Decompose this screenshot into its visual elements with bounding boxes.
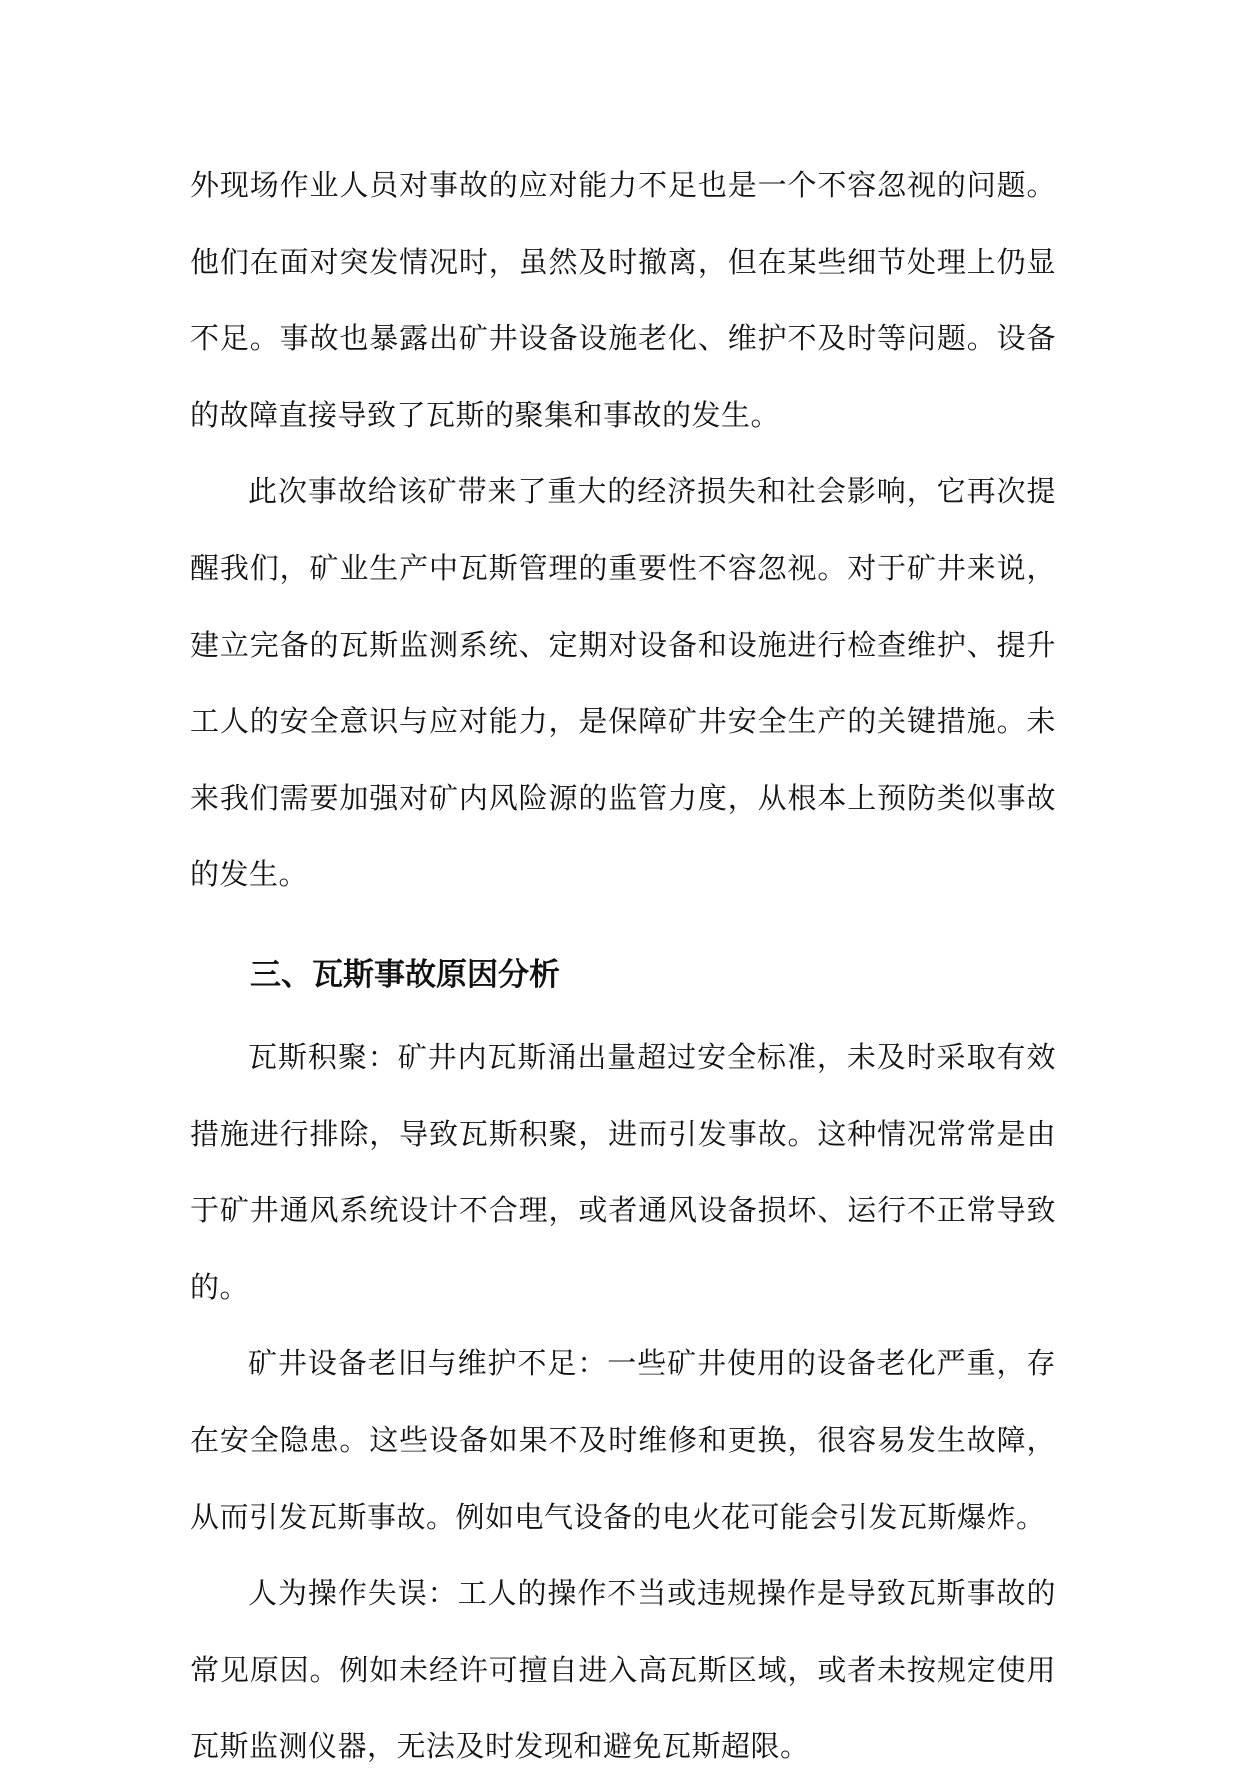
paragraph-equipment-aging: 矿井设备老旧与维护不足：一些矿井使用的设备老化严重，存在安全隐患。这些设备如果不及时维修和更换，很容易发生故障，从而引发瓦斯事故。例如电气设备的电火花可能会引发瓦斯爆炸。 xyxy=(190,1346,1056,1534)
paragraph-gas-accumulation: 瓦斯积聚：矿井内瓦斯涌出量超过安全标准，未及时采取有效措施进行排除，导致瓦斯积聚，进而引发事故。这种情况常常是由于矿井通风系统设计不合理，或者通风设备损坏、运行不正常导致的。 xyxy=(190,1039,1056,1304)
paragraph-continuation: 外现场作业人员对事故的应对能力不足也是一个不容忽视的问题。他们在面对突发情况时，虽然及时撤离，但在某些细节处理上仍显不足。事故也暴露出矿井设备设施老化、维护不及时等问题。设备的故障直接导致了瓦斯的聚集和事故的发生。 xyxy=(190,168,1056,432)
page-content xyxy=(190,147,1056,1785)
section-heading: 三、瓦斯事故原因分析 xyxy=(250,956,560,993)
paragraph-summary: 此次事故给该矿带来了重大的经济损失和社会影响，它再次提醒我们，矿业生产中瓦斯管理的重要性不容忽视。对于矿井来说，建立完备的瓦斯监测系统、定期对设备和设施进行检查维护、提升工人的安全意识与应对能力，是保障矿井安全生产的关键措施。未来我们需要加强对矿内风险源的监管力度，从根本上预防类似事故的发生。 xyxy=(190,474,1056,892)
paragraph-human-error: 人为操作失误：工人的操作不当或违规操作是导致瓦斯事故的常见原因。例如未经许可擅自进入高瓦斯区域，或者未按规定使用瓦斯监测仪器，无法及时发现和避免瓦斯超限。 xyxy=(190,1576,1056,1764)
